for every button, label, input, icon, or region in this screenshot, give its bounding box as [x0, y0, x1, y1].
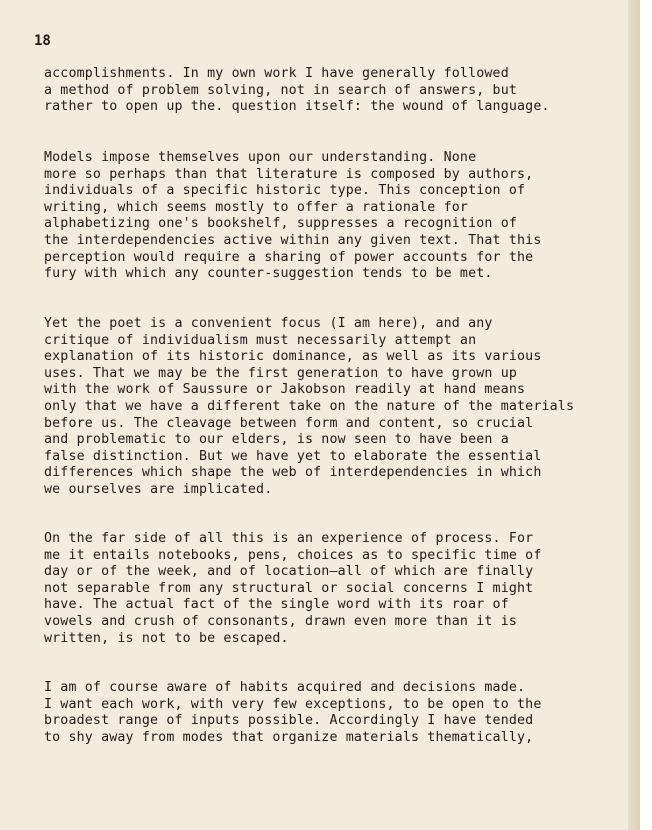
text-line: we ourselves are implicated. [44, 481, 273, 497]
text-line: to shy away from modes that organize materials thematically, [44, 729, 534, 745]
text-line: not separable from any structural or social concerns I might [44, 580, 534, 596]
text-line: accomplishments. In my own work I have generally followed [44, 66, 509, 81]
page-edge [628, 0, 640, 830]
text-line: vowels and crush of consonants, drawn even more than it is [44, 613, 518, 629]
text-line: differences which shape the web of interdependencies in which [44, 465, 542, 481]
text-line: fury with which any counter-suggestion tends to be met. [44, 266, 493, 282]
page-number: 18 [34, 33, 51, 49]
text-line: writing, which seems mostly to offer a rationale for [44, 199, 469, 215]
text-line: I want each work, with very few exceptions, to be open to the [44, 696, 542, 712]
text-line: and problematic to our elders, is now seen to have been a [44, 432, 509, 448]
paragraph-1 [44, 66, 584, 116]
text-line: Models impose themselves upon our understanding. None [44, 150, 477, 165]
text-line: critique of individualism must necessarily attempt an [44, 332, 477, 348]
text-line: individuals of a specific historic type. This conception of [44, 183, 526, 199]
paragraph-2 [44, 150, 584, 283]
text-line: alphabetizing one's bookshelf, suppresses a recognition of [44, 216, 518, 232]
text-line: written, is not to be escaped. [44, 630, 289, 646]
text-line: day or of the week, and of location—all of which are finally [44, 564, 534, 580]
text-line: a method of problem solving, not in search of answers, but [44, 82, 518, 98]
paragraph-5 [44, 680, 584, 746]
text-line: with the work of Saussure or Jakobson readily at hand means [44, 382, 526, 398]
paragraph-3 [44, 316, 584, 499]
text-line: explanation of its historic dominance, as well as its various [44, 349, 542, 365]
text-line: rather to open up the. question itself: the wound of language. [44, 99, 550, 115]
paragraph-4 [44, 531, 584, 647]
text-line: I am of course aware of habits acquired and decisions made. [44, 680, 526, 695]
text-line: more so perhaps than that literature is composed by authors, [44, 166, 534, 182]
text-line: the interdependencies active within any given text. That this [44, 232, 542, 248]
text-line: false distinction. But we have yet to elaborate the essential [44, 448, 542, 464]
text-line: perception would require a sharing of power accounts for the [44, 249, 534, 265]
text-line: have. The actual fact of the single word with its roar of [44, 597, 509, 613]
text-line: before us. The cleavage between form and content, so crucial [44, 415, 534, 431]
text-line: uses. That we may be the first generation to have grown up [44, 365, 518, 381]
text-line: me it entails notebooks, pens, choices as to specific time of [44, 547, 542, 563]
text-line: On the far side of all this is an experience of process. For [44, 531, 534, 546]
text-line: broadest range of inputs possible. Accordingly I have tended [44, 713, 534, 729]
text-line: only that we have a different take on the nature of the materials [44, 398, 575, 414]
text-line: Yet the poet is a convenient focus (I am here), and any [44, 316, 493, 331]
